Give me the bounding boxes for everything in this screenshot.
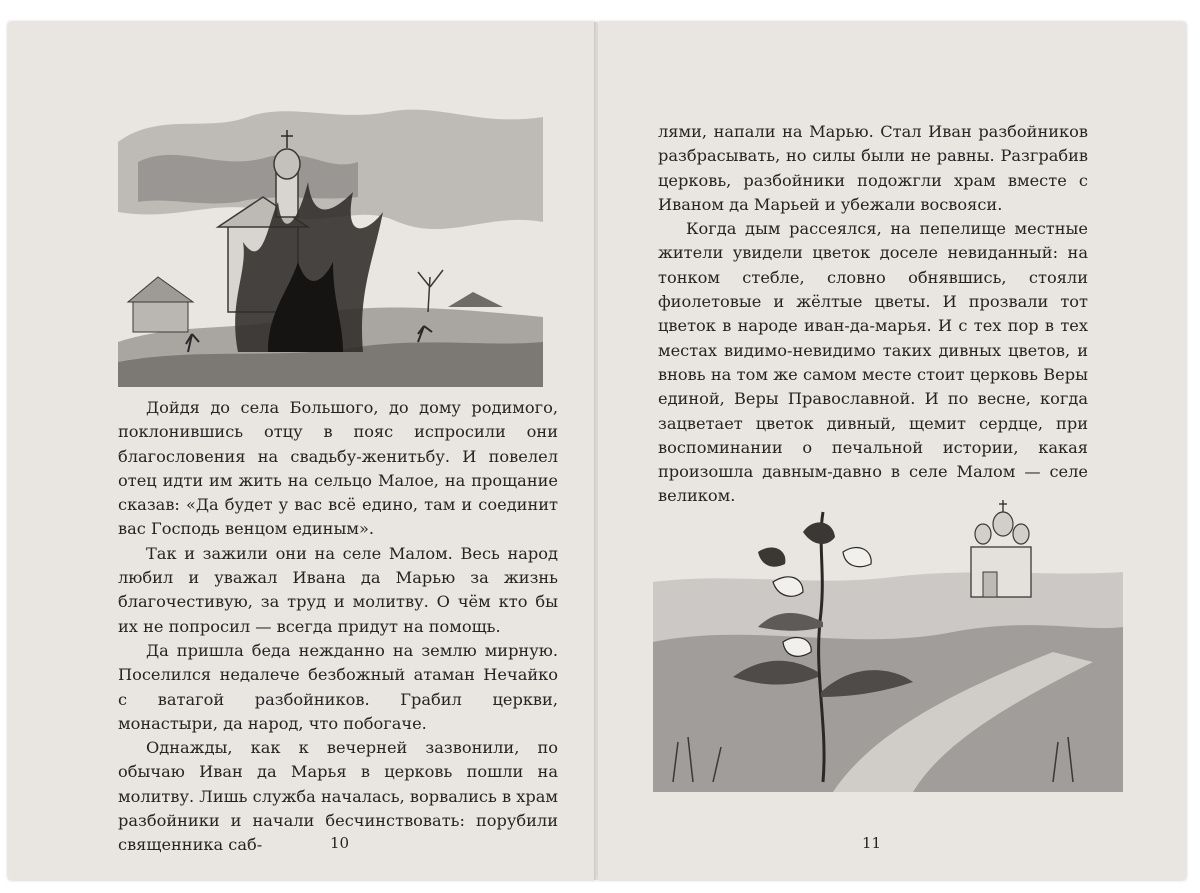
- paragraph: Так и зажили они на селе Малом. Весь народ любил и уважал Ивана да Марью за жизнь благочестивую, за труд и молитву. О чём кто бы их не попросил — всегда придут на помощь.: [118, 543, 558, 636]
- paragraph: лями, напали на Марью. Стал Иван разбойников разбрасывать, но силы были не равны. Разграбив церковь, разбойники подожгли храм вместе с Иваном да Марьей и убежали восвояси.: [658, 122, 1088, 214]
- right-page: [598, 22, 1186, 880]
- right-page-text: [658, 120, 1088, 509]
- left-page-text: [118, 396, 558, 858]
- page-number: 11: [862, 834, 882, 852]
- paragraph: Да пришла беда нежданно на землю мирную. Поселился недалече безбожный атаман Нечайко с ватагой разбойников. Грабил церкви, монастыри, да народ, что побогаче.: [118, 640, 558, 733]
- burning-church-illustration-icon: [118, 102, 543, 387]
- paragraph: Когда дым рассеялся, на пепелище местные жители увидели цветок доселе невиданный: на тонком стебле, словно обнявшись, стояли фиолетовые и жёлтые цветы. И прозвали тот цветок в народе иван-да-марья. И с тех пор в тех местах видимо-невидимо таких дивных цветов, и вновь на том же самом месте стоит церковь Веры единой, Веры Православной. И по весне, когда зацветает цветок дивный, щемит сердце, при воспоминании о печальной истории, какая произошла давным-давно в селе Малом — селе великом.: [658, 219, 1088, 506]
- flower-and-church-illustration-icon: [653, 492, 1123, 792]
- paragraph: Дойдя до села Большого, до дому родимого, поклонившись отцу в пояс испросили они благословения на свадьбу-женитьбу. И повелел отец идти им жить на сельцо Малое, на прощание сказав: «Да будет у вас всё едино, там и соединит вас Господь венцом единым».: [118, 398, 558, 539]
- page-number: 10: [330, 834, 350, 852]
- paragraph: Однажды, как к вечерней зазвонили, по обычаю Иван да Марья в церковь пошли на молитву. Лишь служба началась, ворвались в храм разбойники и начали бесчинствовать: порубили священника саб-: [118, 738, 558, 855]
- left-page: [8, 22, 596, 880]
